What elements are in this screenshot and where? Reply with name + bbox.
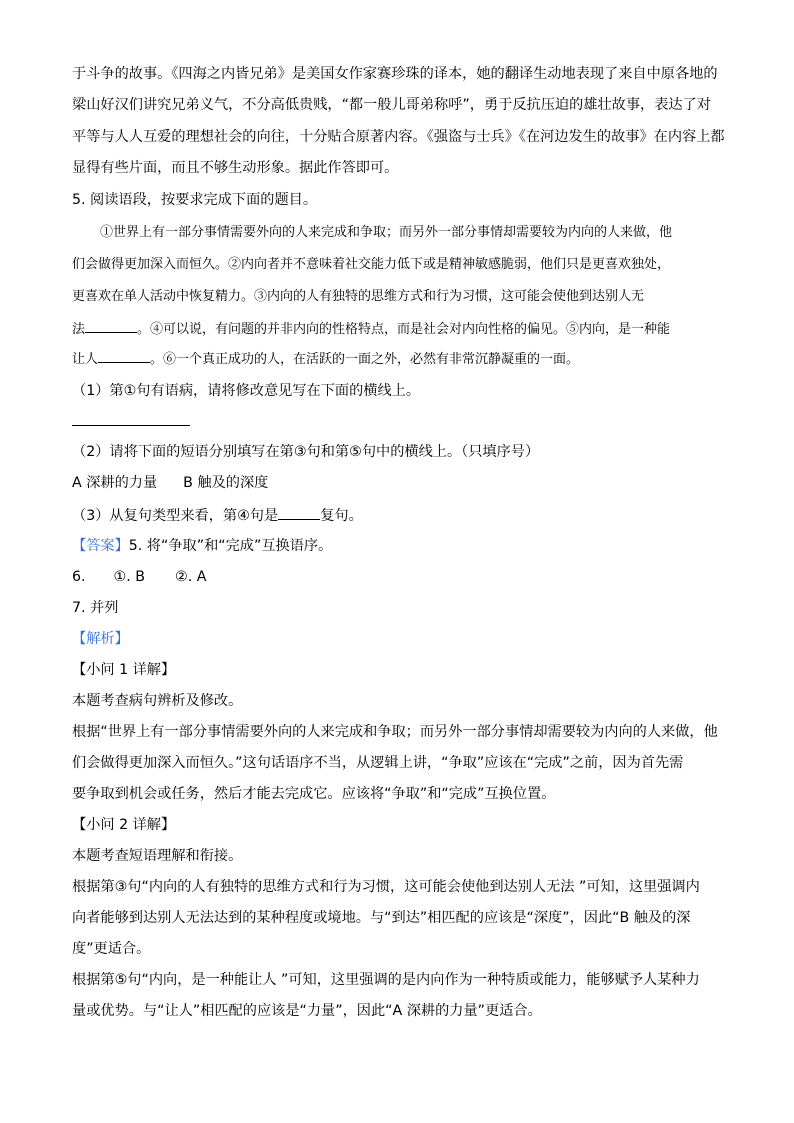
analysis-label: 【解析】 (72, 631, 129, 647)
subquestion-3-start: （3）从复句类型来看，第④句是 (72, 508, 279, 524)
passage-line-5 (72, 348, 732, 370)
answer-line-5 (72, 536, 732, 556)
passage-line-4-rest: 。④可以说，有问题的并非内向的性格特点，而是社会对内向性格的偏见。⑤内向，是一种能 (137, 322, 671, 337)
option-a: A 深耕的力量 (72, 475, 158, 491)
passage-line-1: ①世界上有一部分事情需要外向的人来完成和争取；而另外一部分事情却需要较为内向的人来做，他 (100, 225, 673, 240)
passage-line-3: 更喜欢在单人活动中恢复精力。③内向的人有独特的思维方式和行为习惯，这可能会使他到达别人无 (72, 289, 645, 304)
q2-body-a-line-3: 度”更适合。 (72, 941, 151, 957)
passage-line-5-rest: 。⑥一个真正成功的人，在活跃的一面之外，必然有非常沉静凝重的一面。 (150, 352, 580, 367)
blank-sentence-3 (85, 318, 137, 333)
answer-label: 【答案】 (72, 538, 129, 554)
subquestion-1: （1）第①句有语病，请将修改意见写在下面的横线上。 (72, 383, 421, 399)
question-5-title: 5. 阅读语段，按要求完成下面的题目。 (72, 192, 318, 208)
blank-subquestion-3 (278, 505, 320, 520)
q2-body-a-line-1: 根据第③句“内向的人有独特的思维方式和行为习惯，这可能会使他到达别人无法 ”可知，这里强调内 (72, 879, 700, 895)
subquestion-3-end: 复句。 (320, 508, 363, 524)
answer-6-item-2: ②. A (175, 569, 207, 585)
q1-body-line-3: 要争取到机会或任务，然后才能去完成它。应该将“争取”和“完成”互换位置。 (72, 786, 556, 802)
answer-5: 5. 将“争取”和“完成”互换语序。 (128, 538, 333, 554)
q2-body-b-line-1: 根据第⑤句“内向，是一种能让人 ”可知，这里强调的是内向作为一种特质或能力，能够赋予人某种力 (72, 972, 700, 988)
option-b: B 触及的深度 (183, 475, 269, 491)
options-line (72, 473, 732, 493)
answer-6 (72, 567, 732, 587)
passage-line-4-start: 法 (72, 322, 86, 337)
q1-body-line-1: 根据“世界上有一部分事情需要外向的人来完成和争取；而另外一部分事情却需要较为内向的人来做，他 (72, 724, 718, 740)
q2-label: 【小问 2 详解】 (72, 817, 176, 833)
passage-line-4 (72, 318, 732, 340)
subquestion-3 (72, 505, 732, 526)
intro-line-1: 于斗争的故事。《四海之内皆兄弟》是美国女作家赛珍珠的译本，她的翻译生动地表现了来自中原各地的 (72, 66, 718, 82)
intro-line-4: 显得有些片面，而且不够生动形象。据此作答即可。 (72, 160, 399, 176)
q2-body-b-line-2: 量或优势。与“让人”相匹配的应该是“力量”，因此“A 深耕的力量”更适合。 (72, 1003, 542, 1019)
answer-6-number: 6. (72, 569, 86, 585)
q2-topic: 本题考查短语理解和衔接。 (72, 848, 243, 864)
blank-sentence-5 (98, 348, 150, 363)
intro-line-2: 梁山好汉们讲究兄弟义气，不分高低贵贱，“都一般儿哥弟称呼”，勇于反抗压迫的雄壮故事，表达了对 (72, 97, 711, 113)
q1-label: 【小问 1 详解】 (72, 662, 176, 678)
q1-topic: 本题考查病句辨析及修改。 (72, 693, 243, 709)
answer-7: 7. 并列 (72, 600, 119, 616)
passage-line-5-start: 让人 (72, 352, 99, 367)
intro-line-3: 平等与人人互爱的理想社会的向往，十分贴合原著内容。《强盗与士兵》《在河边发生的故事》在内容上都 (72, 129, 725, 145)
answer-6-item-1: ①. B (113, 569, 146, 585)
q1-body-line-2: 们会做得更加深入而恒久。”这句话语序不当，从逻辑上讲，“争取”应该在“完成”之前，因为首先需 (72, 755, 684, 771)
answer-line (72, 425, 190, 426)
subquestion-2: （2）请将下面的短语分别填写在第③句和第⑤句中的横线上。（只填序号） (72, 444, 540, 460)
passage-line-2: 们会做得更加深入而恒久。②内向者并不意味着社交能力低下或是精神敏感脆弱，他们只是更喜欢独处， (72, 257, 671, 272)
q2-body-a-line-2: 向者能够到达别人无法达到的某种程度或境地。与“到达”相匹配的应该是“深度”，因此“B 触及的深 (72, 910, 691, 926)
